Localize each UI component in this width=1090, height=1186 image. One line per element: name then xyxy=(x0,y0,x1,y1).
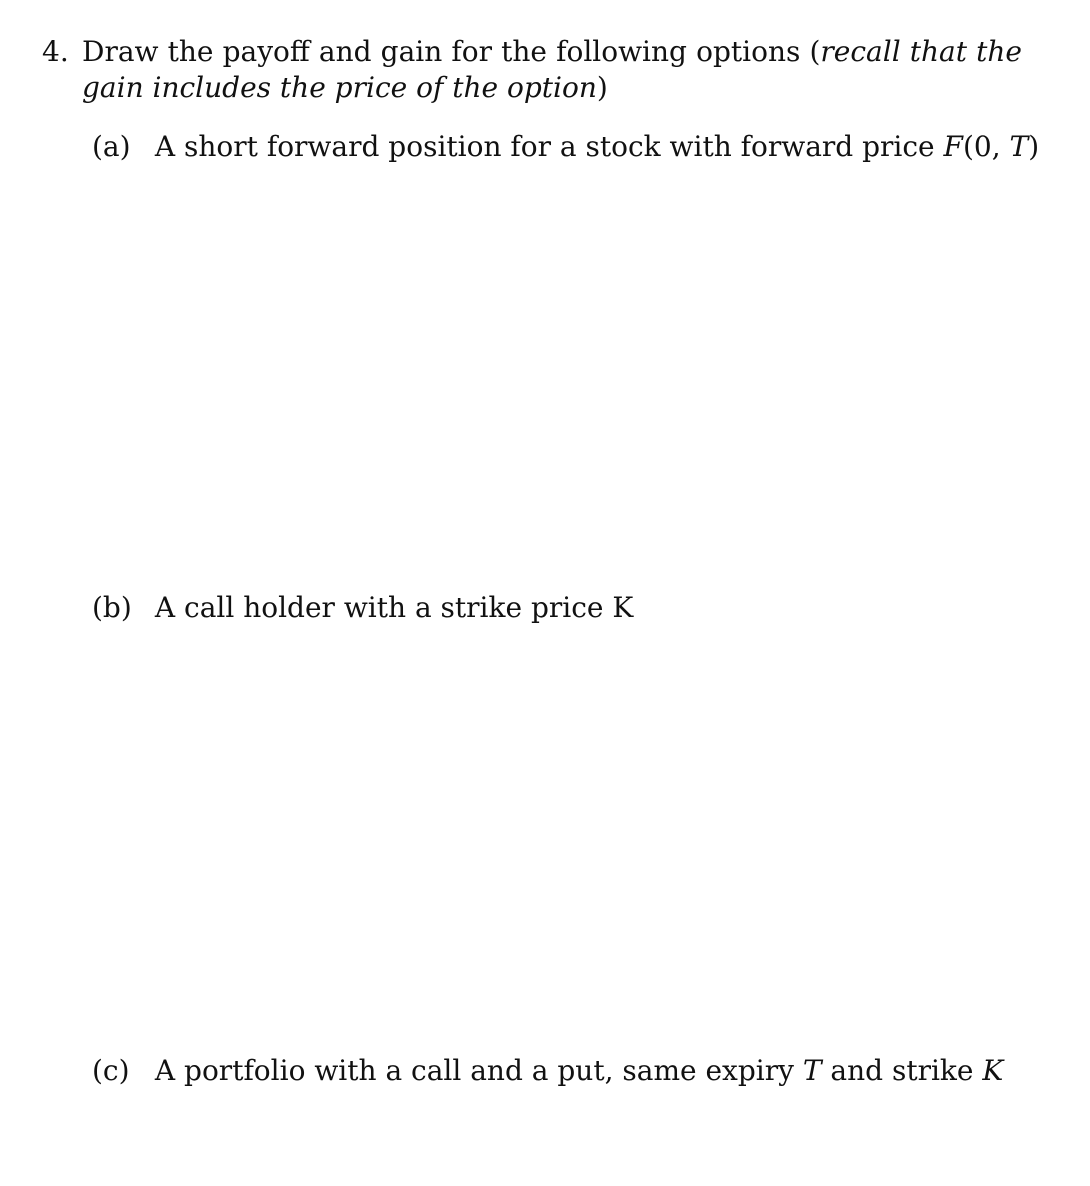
part-a-math xyxy=(944,130,1040,163)
math-open: (0, xyxy=(962,130,1001,163)
part-c-math-k: K xyxy=(982,1054,1004,1087)
part-a-text: A short forward position for a stock with forward price xyxy=(154,130,935,163)
math-t: T xyxy=(1009,130,1029,163)
part-c-text-mid: and strike xyxy=(830,1054,974,1087)
part-b-text: A call holder with a strike price K xyxy=(154,591,634,624)
question-text xyxy=(82,34,1022,106)
paren-close: ) xyxy=(596,71,608,104)
part-c-text-before: A portfolio with a call and a put, same expiry xyxy=(154,1054,794,1087)
math-f: F xyxy=(943,130,963,163)
question-number: 4. xyxy=(42,35,69,68)
part-a xyxy=(92,129,1039,165)
question-note: recall that the gain includes the price of the option xyxy=(82,35,1022,104)
part-c-label: (c) xyxy=(92,1054,130,1087)
part-c-math-t: T xyxy=(802,1054,822,1087)
part-a-label: (a) xyxy=(92,130,131,163)
question-intro: Draw the payoff and gain for the following options xyxy=(82,35,801,68)
part-c xyxy=(92,1053,1003,1089)
math-close: ) xyxy=(1028,130,1040,163)
part-b xyxy=(92,590,633,626)
paren-open: ( xyxy=(809,35,821,68)
part-b-label: (b) xyxy=(92,591,132,624)
